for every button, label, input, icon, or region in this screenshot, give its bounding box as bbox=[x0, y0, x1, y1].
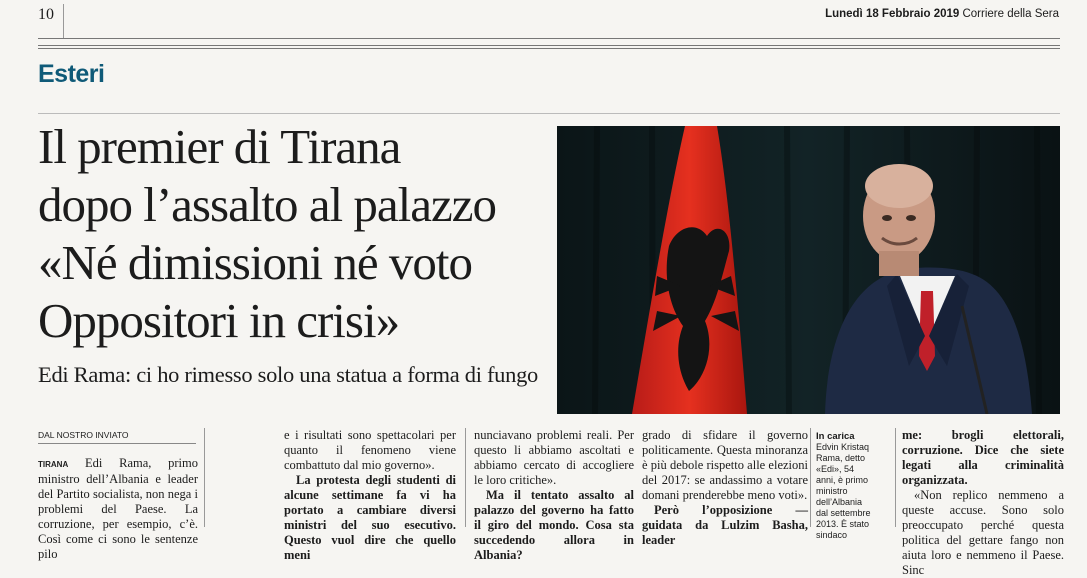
profile-box bbox=[816, 431, 874, 541]
headline-line: Il premier di Tirana bbox=[38, 119, 401, 174]
header-rule bbox=[38, 38, 1060, 46]
header-rule-lower bbox=[38, 48, 1060, 49]
page-number: 10 bbox=[38, 6, 54, 23]
column-text: grado di sfidare il governo politicamente. Questa minoranza è più debole rispetto alle elezioni del 2017: se andassimo a votare domani prenderebbe meno voti». bbox=[642, 428, 808, 502]
profile-text: Edvin Kristaq Rama, detto «Edi», 54 anni, è primo ministro dell’Albania dal settembre 2013. È stato sindaco bbox=[816, 442, 871, 540]
interview-question: me: brogli elettorali, corruzione. Dice che siete legati alla criminalità organizzata. bbox=[902, 428, 1064, 487]
article-column-4 bbox=[642, 428, 808, 548]
column-divider bbox=[204, 428, 205, 527]
column-text: nunciavano problemi reali. Per questo li abbiamo ascoltati e abbiamo cercato di accogliere le loro critiche». bbox=[474, 428, 634, 487]
column-text: Però l’opposizione — guidata da Lulzim Basha, leader bbox=[642, 503, 808, 547]
column-text: «Non replico nemmeno a queste accuse. Sono solo preoccupato perché questa politica del gettare fango non aiuta loro e nemmeno il Paese. Sinc bbox=[902, 488, 1064, 577]
header-dateline bbox=[825, 8, 1059, 20]
column-divider bbox=[895, 428, 896, 527]
byline-box bbox=[38, 430, 196, 444]
article-column-2 bbox=[284, 428, 456, 563]
headline-line: Oppositori in crisi» bbox=[38, 293, 400, 348]
newspaper-name: Corriere della Sera bbox=[962, 8, 1059, 20]
headline bbox=[38, 118, 558, 350]
interview-question: La protesta degli studenti di alcune settimane fa vi ha portato a cambiare diversi ministri del suo esecutivo. Questo vuol dire che quello meni bbox=[284, 473, 456, 562]
headline-line: «Né dimissioni né voto bbox=[38, 235, 472, 290]
article-column-6 bbox=[902, 428, 1064, 578]
column-divider bbox=[810, 428, 811, 527]
section-title: Esteri bbox=[38, 60, 105, 88]
column-divider bbox=[465, 428, 466, 527]
section-rule bbox=[38, 113, 1060, 114]
dateline: TIRANA bbox=[38, 460, 69, 469]
headline-line: dopo l’assalto al palazzo bbox=[38, 177, 497, 232]
byline: DAL NOSTRO INVIATO bbox=[38, 430, 196, 444]
header-divider bbox=[63, 4, 64, 38]
profile-title: In carica bbox=[816, 431, 855, 442]
article-column-1 bbox=[38, 456, 198, 562]
article-column-3 bbox=[474, 428, 634, 563]
column-text: e i risultati sono spettacolari per quanto il fenomeno viene combattuto dal mio governo». bbox=[284, 428, 456, 472]
article-photo bbox=[557, 126, 1060, 414]
column-text: Edi Rama, primo ministro dell’Albania e leader del Partito socialista, non nega i problemi del Paese. La corruzione, per esempio, c’è. Così come ci sono le sentenze pilo bbox=[38, 456, 199, 561]
subheadline: Edi Rama: ci ho rimesso solo una statua a forma di fungo bbox=[38, 362, 538, 387]
interview-question: Ma il tentato assalto al palazzo del governo ha fatto il giro del mondo. Cosa sta succedendo allora in Albania? bbox=[474, 488, 634, 562]
issue-date: Lunedì 18 Febbraio 2019 bbox=[825, 8, 960, 20]
